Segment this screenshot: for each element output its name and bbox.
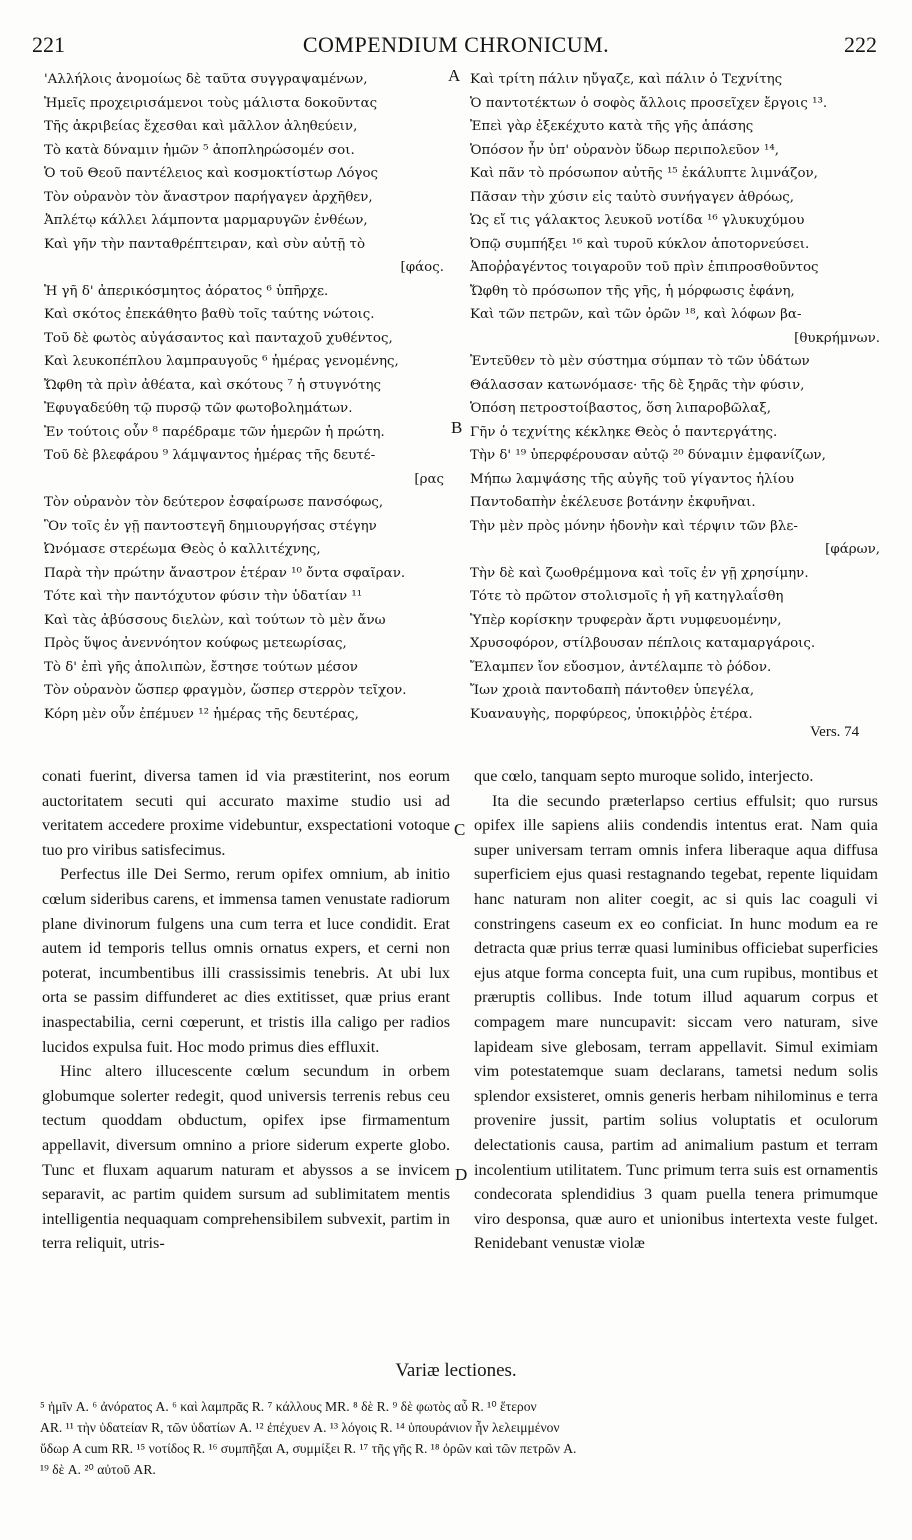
latin-paragraph: que cœlo, tanquam septo muroque solido, interjecto.	[474, 767, 814, 785]
greek-verse-line: Τὸν οὐρανὸν τὸν δεύτερον ἐσφαίρωσε πανσόφως,	[44, 495, 384, 510]
greek-verse-line: Ἐφυγαδεύθη τῷ πυρσῷ τῶν φωτοβολημάτων.	[44, 401, 353, 416]
greek-verse-line: Τοῦ δὲ βλεφάρου ⁹ λάμψαντος ἡμέρας τῆς δευτέ-	[44, 448, 376, 463]
page-number-right: 222	[844, 32, 877, 57]
greek-verse-line: [φάος.	[400, 260, 444, 275]
greek-verse-line: Ὁπόση πετροστοίβαστος, ὅση λιπαροβῶλαξ,	[470, 401, 771, 416]
greek-verse-line: [ρας	[414, 471, 444, 487]
greek-verse-line: Τῆς ἀκριβείας ἔχεσθαι καὶ μᾶλλον ἀληθεύειν,	[44, 119, 358, 134]
greek-verse-line: Παντοδαπὴν ἐκέλευσε βοτάνην ἐκφυῆναι.	[470, 495, 756, 510]
greek-verse-line: Καὶ τρίτη πάλιν ηὔγαζε, καὶ πάλιν ὁ Τεχνίτης	[470, 72, 783, 87]
greek-verse-line: 'Αλλήλοις ἀνομοίως δὲ ταῦτα συγγραψαμένων,	[44, 72, 368, 87]
variae-heading: Variæ lectiones.	[395, 1360, 517, 1381]
greek-verse-line: Ἀποῤῥαγέντος τοιγαροῦν τοῦ πρὶν ἐπιπροσθοῦντος	[470, 260, 819, 275]
latin-column-right	[474, 764, 878, 1256]
greek-verse-line: Τότε καὶ τὴν παντόχυτον φύσιν τὴν ὑδατίαν ¹¹	[44, 589, 363, 604]
greek-verse-line: Ὀπῷ συμπήξει ¹⁶ καὶ τυροῦ κύκλον ἀποτορνεύσει.	[470, 236, 810, 252]
greek-verse-line: Τὴν δὲ καὶ ζωοθρέμμονα καὶ τοῖς ἐν γῇ χρησίμην.	[470, 565, 809, 581]
variae-line: ⁵ ἡμῖν A. ⁶ ἀνόρατος A. ⁶ καὶ λαμπρᾶς R. ⁷ κάλλους MR. ⁸ δὲ R. ⁹ δὲ φωτὸς αὖ R. ¹⁰ ἕτερον	[40, 1399, 537, 1414]
greek-verse-line: Ὁ τοῦ Θεοῦ παντέλειος καὶ κοσμοκτίστωρ Λόγος	[44, 166, 379, 181]
margin-letter-a: A	[448, 66, 461, 85]
greek-verse-line: Τὸ κατὰ δύναμιν ἡμῶν ⁵ ἀποπληρώσομέν σοι.	[44, 142, 355, 158]
latin-paragraph: conati fuerint, diversa tamen id via præstiterint, nos eorum auctoritatem secuti qui accurato maxime studio usi ad veritatem accedere proxime videbuntur, exspectationi votoque tuo pro viribus satisfecimus.	[42, 767, 450, 859]
greek-verse-line: Ὑπὲρ κορίσκην τρυφερὰν ἄρτι νυμφευομένην,	[470, 612, 782, 628]
greek-verse-line: Ἐν τούτοις οὖν ⁸ παρέδραμε τῶν ἡμερῶν ἡ πρώτη.	[44, 424, 385, 440]
greek-verse-line: Ἀπλέτῳ κάλλει λάμποντα μαρμαρυγῶν ἐνθέων,	[44, 213, 368, 228]
greek-verse-line: Καὶ γῆν τὴν πανταθρέπτειραν, καὶ σὺν αὐτῇ τὸ	[44, 236, 366, 252]
greek-verse-line: Ὤφθη τὰ πρὶν ἀθέατα, καὶ σκότους ⁷ ἡ στυγνότης	[44, 377, 382, 393]
greek-verse-line: Τὸν οὐρανὸν ὥσπερ φραγμὸν, ὥσπερ στερρὸν τεῖχον.	[44, 683, 407, 698]
greek-verse-line: Μήπω λαμψάσης τῆς αὐγῆς τοῦ γίγαντος ἡλίου	[470, 471, 795, 487]
latin-paragraph: Hinc altero illucescente cœlum secundum in orbem globumque solerter redegit, quod universis terrenis rebus ceu tectum quoddam obductum, opifex ipse firmamentum appellavit, diversum omnino a priore siderum experte globo. Tunc et fluxam aquarum naturam et abyssos a se invicem separavit, ac partim quidem sursum ad sublimitatem mentis intelligentia nequaquam comprehensibilem subvexit, partim in terra reliquit, utris-	[42, 1062, 450, 1253]
greek-verse-line: Πρὸς ὕψος ἀνεννόητον κούφως μετεωρίσας,	[44, 636, 347, 651]
greek-verse-line: Καὶ τῶν πετρῶν, καὶ τῶν ὀρῶν ¹⁸, καὶ λόφων βα-	[470, 307, 802, 322]
greek-column-right	[470, 68, 880, 726]
margin-letter-b: B	[451, 418, 463, 437]
greek-verse-line: Ὠνόμασε στερέωμα Θεὸς ὁ καλλιτέχνης,	[44, 542, 321, 557]
greek-verse-line: Τότε τὸ πρῶτον στολισμοῖς ἡ γῆ κατηγλαΐσθη	[470, 589, 784, 604]
greek-verse-line: Τὸ δ' ἐπὶ γῆς ἀπολιπὼν, ἔστησε τούτων μέσον	[44, 659, 358, 675]
variae-notes	[40, 1396, 878, 1480]
page-number-left: 221	[32, 32, 65, 57]
greek-verse-line: Τὸν οὐρανὸν τὸν ἄναστρον παρήγαγεν ἀρχῆθεν,	[44, 189, 373, 205]
latin-paragraph: Ita die secundo præterlapso certius effulsit; quo rursus opifex ille sapiens aliis condendis intentus erat. Nam quia super universam terram omnis infera liberaque aqua diffusa superficiem ejus quasi restagnando tegebat, repente liquidam hanc naturam non aliter coegit, ac si quis lac coaguli vi constringens caseum ex eo conficiat. In hunc modum ea re detracta quæ prius terræ quasi luminibus officiebat superficies ejus atque forma concepta fuit, una cum rupibus, montibus et præruptis collibus. Inde totum illud aquarum corpus et compagem mare nuncupavit: siccam vero naturam, sive lapideam sive glebosam, terram appellavit. Simul eximiam vim potestatemque suam declarans, tametsi nedum solis splendor exsisteret, omnis generis herbam nihilominus e terra provenire jussit, partim solius voluptatis et oculorum delectationis causa, partim ad animalium pastum et terram incolentium utilitatem. Tunc primum terra suis est ornamentis condecorata splendidius 3 quam puella tenera primumque viro desponsa, quæ auro et unionibus intertexta veste fulget. Renidebant venustæ violæ	[474, 791, 878, 1253]
greek-verse-line: Ὁ παντοτέκτων ὁ σοφὸς ἄλλοις προσεῖχεν ἔργοις ¹³.	[470, 95, 828, 111]
greek-verse-line: Καὶ σκότος ἐπεκάθητο βαθὺ τοῖς ταύτης νώτοις.	[44, 307, 375, 322]
greek-verse-line: Κόρη μὲν οὖν ἐπέμυεν ¹² ἡμέρας τῆς δευτέρας,	[44, 706, 359, 722]
greek-verse-line: Ἡμεῖς προχειρισάμενοι τοὺς μάλιστα δοκοῦντας	[44, 95, 378, 111]
greek-verse-line: Τὴν μὲν πρὸς μόνην ἡδονὴν καὶ τέρψιν τῶν βλε-	[470, 518, 798, 534]
greek-verse-line: Ἐντεῦθεν τὸ μὲν σύστημα σύμπαν τὸ τῶν ὑδάτων	[470, 354, 810, 369]
greek-verse-line: Γῆν ὁ τεχνίτης κέκληκε Θεὸς ὁ παντεργάτης.	[470, 424, 778, 440]
verse-marker: Vers. 74	[810, 724, 860, 740]
greek-verse-line: Καὶ λευκοπέπλου λαμπραυγοῦς ⁶ ἡμέρας γενομένης,	[44, 354, 399, 369]
greek-verse-line: Ἡ γῆ δ' ἀπερικόσμητος ἀόρατος ⁶ ὑπῆρχε.	[44, 283, 329, 299]
latin-column-left	[42, 764, 450, 1256]
greek-column-left	[44, 68, 444, 726]
greek-verse-line: [φάρων,	[825, 542, 880, 557]
greek-verse-line: [θυκρήμνων.	[794, 330, 880, 346]
greek-verse-line: Τὴν δ' ¹⁹ ὑπερφέρουσαν αὐτῷ ²⁰ δύναμιν ἐμφανίζων,	[470, 448, 826, 463]
variae-line: ¹⁹ δὲ A. ²⁰ αὐτοῦ AR.	[40, 1462, 156, 1477]
greek-verse-line: Ἴων χροιὰ παντοδαπὴ πάντοθεν ὑπεγέλα,	[470, 683, 755, 698]
greek-verse-line: Χρυσοφόρον, στίλβουσαν πέπλοις καταμαργάροις.	[470, 636, 816, 651]
greek-verse-line: Ὃν τοῖς ἐν γῇ παντοστεγῆ δημιουργήσας στέγην	[44, 518, 377, 534]
greek-verse-line: Ἐπεὶ γὰρ ἐξεκέχυτο κατὰ τῆς γῆς ἁπάσης	[470, 119, 754, 134]
greek-verse-line: Ἔλαμπεν ἴον εὔοσμον, ἀντέλαμπε τὸ ῥόδον.	[470, 659, 772, 675]
variae-line: ὕδωρ A cum RR. ¹⁵ νοτίδος R. ¹⁶ συμπῆξαι A, συμμίξει R. ¹⁷ τῆς γῆς R. ¹⁸ ὀρῶν καὶ τῶν πετρῶν A.	[40, 1441, 577, 1456]
greek-verse-line: Ὁπόσον ἦν ὑπ' οὐρανὸν ὕδωρ περιπολεῦον ¹⁴,	[470, 142, 779, 158]
latin-paragraph: Perfectus ille Dei Sermo, rerum opifex omnium, ab initio cœlum sideribus carens, et immensa tamen venustate radiorum plane divinorum fulgens una cum terra et luce condidit. Erat autem id temporis tellus omnis ornatus expers, et cerni non poterat, incumbentibus illi crassissimis tenebris. At ubi lux orta se passim diffunderet ac dies extitisset, quæ prius erant inaspectabilia, cerni cœperunt, et tristis illa caligo per radios lucidos expulsa fuit. Hoc modo primus dies effluxit.	[42, 865, 450, 1056]
margin-letter-c: C	[454, 820, 466, 839]
greek-verse-line: Πᾶσαν τὴν χύσιν εἰς ταὐτὸ συνήγαγεν ἀθρόως,	[470, 189, 794, 205]
greek-verse-line: Καὶ τὰς ἀβύσσους διελὼν, καὶ τούτων τὸ μὲν ἄνω	[44, 612, 386, 628]
margin-letter-d: D	[455, 1165, 468, 1184]
greek-verse-line: Τοῦ δὲ φωτὸς αὐγάσαντος καὶ πανταχοῦ χυθέντος,	[44, 330, 393, 346]
greek-verse-line: Παρὰ τὴν πρώτην ἄναστρον ἑτέραν ¹⁰ ὄντα σφαῖραν.	[44, 565, 406, 581]
variae-line: AR. ¹¹ τὴν ὑδατείαν R, τῶν ὑδατίων A. ¹² ἐπέχυεν A. ¹³ λόγοις R. ¹⁴ ὑπουράνιον ἦν λελειμμένον	[40, 1420, 560, 1435]
running-title: COMPENDIUM CHRONICUM.	[302, 32, 610, 57]
greek-verse-line: Καὶ πᾶν τὸ πρόσωπον αὐτῆς ¹⁵ ἐκάλυπτε λιμνάζον,	[470, 166, 818, 181]
greek-verse-line: Ὤφθη τὸ πρόσωπον τῆς γῆς, ἡ μόρφωσις ἐφάνη,	[470, 283, 795, 299]
greek-verse-line: Κυαναυγὴς, πορφύρεος, ὑποκιῤῥὸς ἑτέρα.	[470, 706, 753, 722]
greek-verse-line: Ὡς εἴ τις γάλακτος λευκοῦ νοτίδα ¹⁶ γλυκυχύμου	[470, 213, 805, 228]
greek-verse-line: Θάλασσαν κατωνόμασε· τῆς δὲ ξηρᾶς τὴν φύσιν,	[470, 377, 805, 393]
